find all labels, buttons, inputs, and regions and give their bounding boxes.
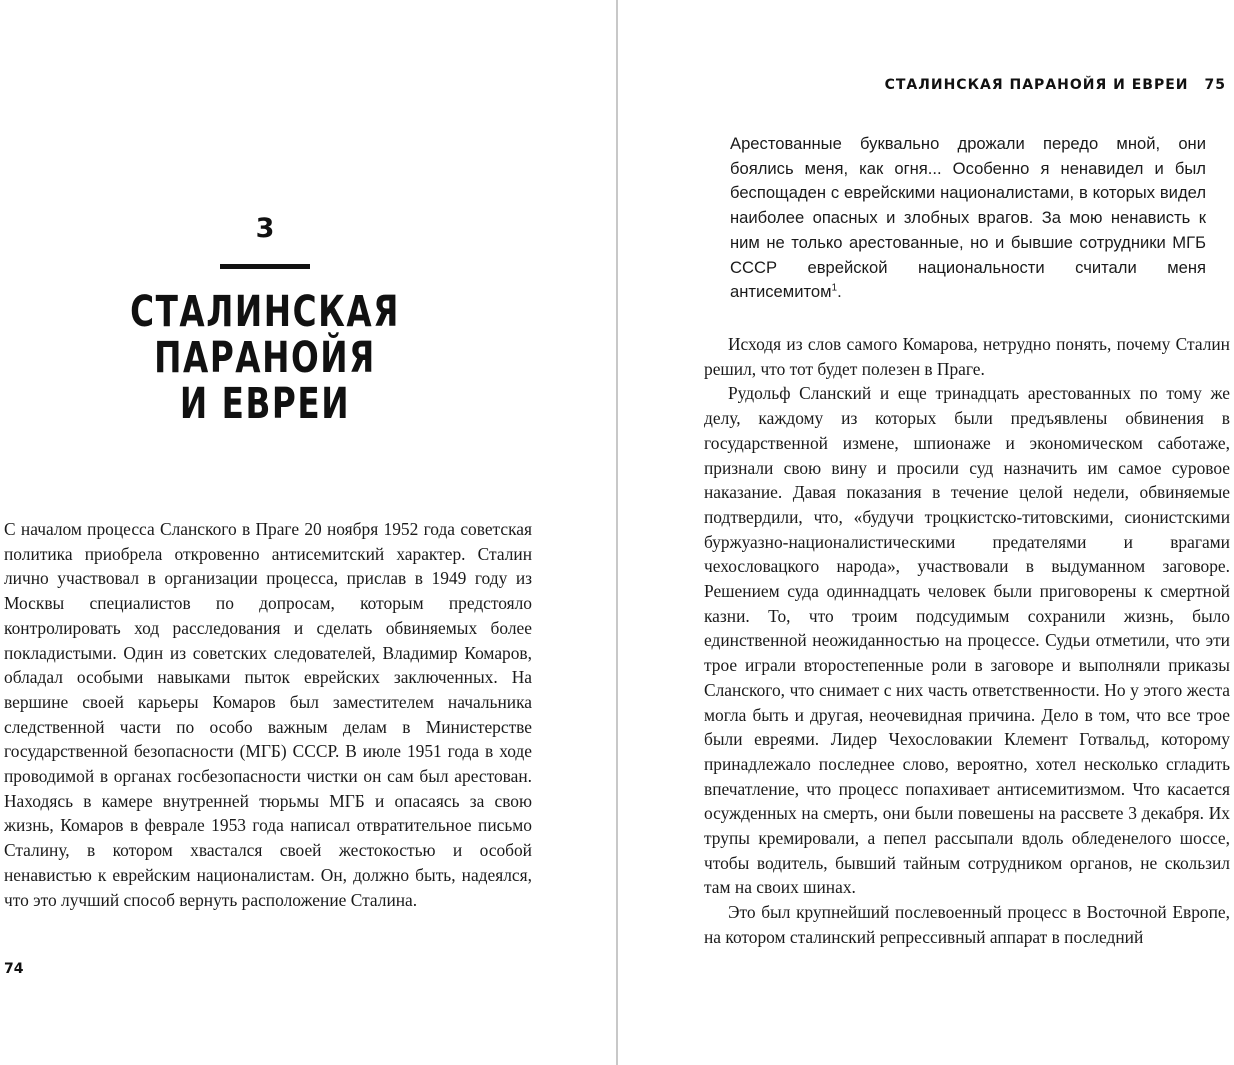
right-paragraph-2: Рудольф Сланский и еще тринадцать арестованных по тому же делу, каждому из которых были предъявлены обвинения в государственной измене, шпионаже и экономическом саботаже, признали свою вину и просили суд назначить им самое суровое наказание. Давая показания в течение целой недели, обвиняемые подтвердили, что, «будучи троцкистско-титовскими, сионистскими буржуазно-националистическими предателями и врагами чехословацкого народа», участвовали в выдуманном заговоре. Решением суда одиннадцать человек были приговорены к смертной казни. То, что троим подсудимым сохранили жизнь, было единственной неожиданностью на процессе. Судьи отметили, что эти трое играли второстепенные роли в заговоре и выполняли приказы Сланского, что снимает с них часть ответственности. Но у этого жеста могла быть и другая, неочевидная причина. Дело в том, что все трое были евреями. Лидер Чехословакии Клемент Готвальд, которому принадлежало последнее слово, вероятно, хотел несколько сгладить впечатление, что процесс попахивает антисемитизмом. Что касается осужденных на смерть, они были повешены на рассвете 3 декабря. Их трупы кремировали, а пепел рассыпали вдоль обледенелого шоссе, чтобы водитель, бывший тайным сотрудником органов, не скользил там на своих шинах. [704,383,1230,898]
left-body-text [4,517,532,912]
chapter-title-line-1: СТАЛИНСКАЯ ПАРАНОЙЯ [130,287,400,383]
right-page [618,0,1234,1065]
right-page-number: 75 [1204,77,1226,93]
left-page-number: 74 [4,961,24,977]
quote-text: Арестованные буквально дрожали передо мной, они боялись меня, как огня... Особенно я ненавидел и был беспощаден с еврейскими националистами, в которых видел наиболее опасных и злобных врагов. За мою ненависть к ним не только арестованные, но и бывшие сотрудники МГБ СССР еврейской национальности считали меня антисемитом [730,134,1206,302]
block-quote [730,132,1206,305]
running-head-title: СТАЛИНСКАЯ ПАРАНОЙЯ И ЕВРЕИ [884,77,1189,93]
chapter-divider-rule [220,264,310,269]
running-head [885,77,1226,93]
chapter-number: 3 [255,213,275,244]
right-paragraph-3: Это был крупнейший послевоенный процесс в Восточной Европе, на котором сталинский репрессивный аппарат в последний [704,902,1230,947]
footnote-marker[interactable]: 1 [831,282,838,294]
chapter-title-line-2: И ЕВРЕИ [179,379,351,429]
quote-end: . [837,282,842,302]
chapter-title [64,289,467,427]
left-paragraph-1: С началом процесса Сланского в Праге 20 ноября 1952 года советская политика приобрела откровенно антисемитский характер. Сталин лично участвовал в организации процесса, прислав в 1949 году из Москвы специалистов по допросам, которым предстояло контролировать ход расследования и сделать обвиняемых более покладистыми. Один из советских следователей, Владимир Комаров, обладал особыми навыками пыток еврейских заключенных. На вершине своей карьеры Комаров был заместителем начальника следственной части по особо важным делам в Министерстве государственной безопасности (МГБ) СССР. В июле 1951 года в ходе проводимой в органах госбезопасности чистки он сам был арестован. Находясь в камере внутренней тюрьмы МГБ и опасаясь за свою жизнь, Комаров в феврале 1953 года написал отвратительное письмо Сталину, в котором хвастался своей жестокостью и особой ненавистью к еврейским националистам. Он, должно быть, надеялся, что это лучший способ вернуть расположение Сталина. [4,519,532,910]
right-body-text [704,332,1230,950]
right-paragraph-1: Исходя из слов самого Комарова, нетрудно понять, почему Сталин решил, что тот будет полезен в Праге. [704,334,1230,379]
left-page [0,0,616,1065]
